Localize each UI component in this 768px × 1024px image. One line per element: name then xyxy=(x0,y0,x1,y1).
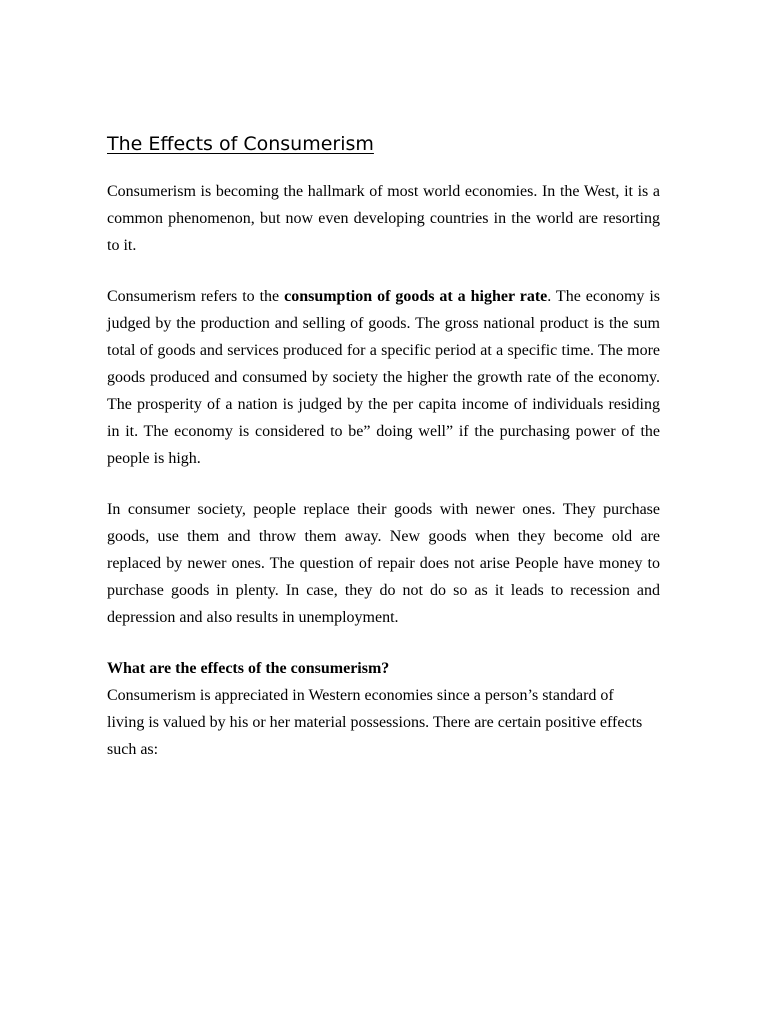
paragraph-definition-lead: Consumerism refers to the xyxy=(107,288,285,305)
paragraph-effects: Consumerism is appreciated in Western economies since a person’s standard of living is valued by his or her material possessions. There are certain positive effects such as: xyxy=(107,687,643,758)
paragraph-definition xyxy=(107,283,660,472)
document-title: The Effects of Consumerism xyxy=(107,133,374,155)
paragraph-intro: Consumerism is becoming the hallmark of most world economies. In the West, it is a common phenomenon, but now even developing countries in the world are resorting to it. xyxy=(107,183,660,254)
paragraph-definition-rest: . The economy is judged by the production and selling of goods. The gross national product is the sum total of goods and services produced for a specific period at a specific time. The more goods produced and consumed by society the higher the growth rate of the economy. The prosperity of a nation is judged by the per capita income of individuals residing in it. The economy is considered to be” doing well” if the purchasing power of the people is high. xyxy=(107,288,661,467)
paragraph-definition-bold: consumption of goods at a higher rate xyxy=(284,288,548,305)
paragraph-consumer-society: In consumer society, people replace their goods with newer ones. They purchase goods, use them and throw them away. New goods when they become old are replaced by newer ones. The question of repair does not arise People have money to purchase goods in plenty. In case, they do not do so as it leads to recession and depression and also results in unemployment. xyxy=(107,501,660,626)
section-heading: What are the effects of the consumerism? xyxy=(107,660,390,677)
